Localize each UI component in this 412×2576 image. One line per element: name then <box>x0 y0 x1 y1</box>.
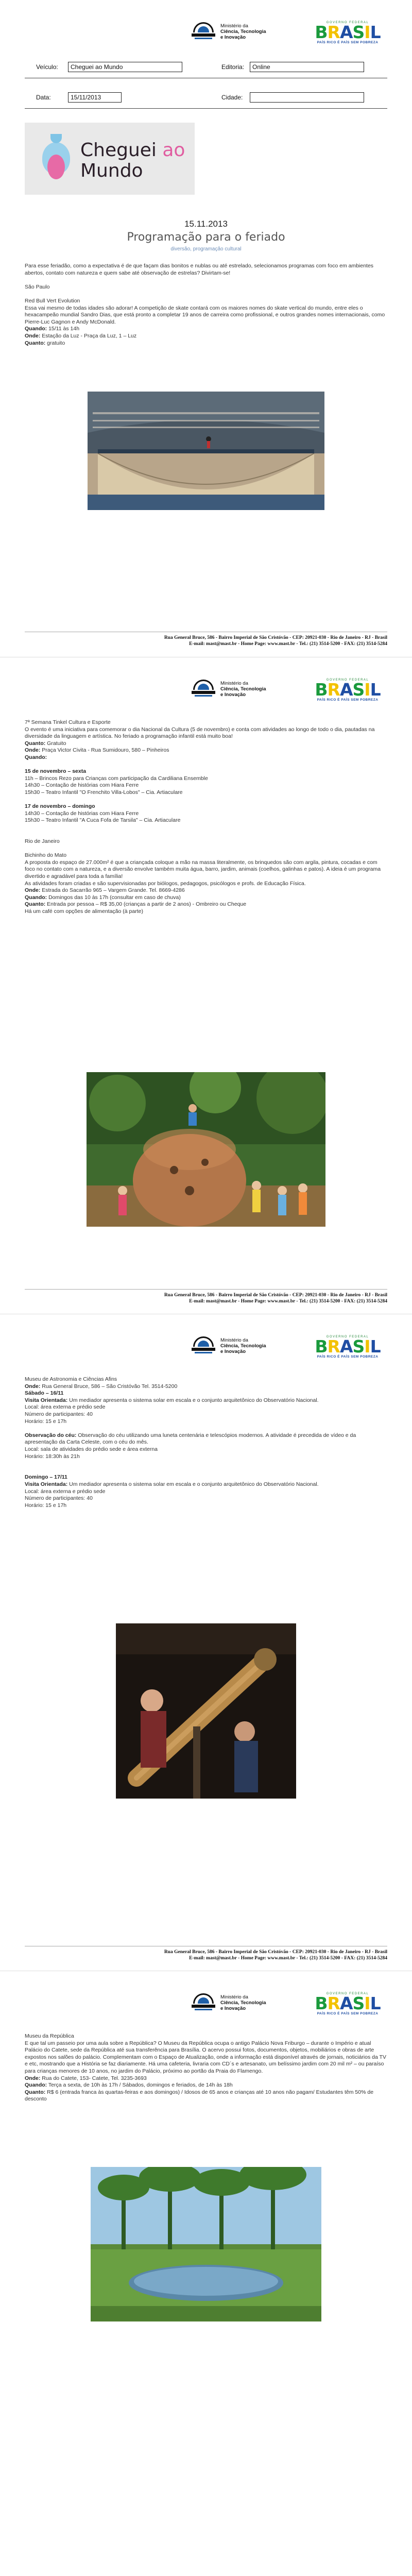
saturday-heading: Sábado – 16/11 <box>25 1390 64 1397</box>
skate-ramp-photo <box>88 392 324 510</box>
brasil-logo <box>304 21 391 46</box>
footer-address: Rua General Bruce, 586 - Bairro Imperial de São Cristóvão - CEP: 20921-030 - Rio de Janeiro - RJ - Brasil <box>164 635 387 640</box>
city-heading: Rio de Janeiro <box>25 838 60 845</box>
ministry-text <box>220 23 266 40</box>
ministry-text: Ministério da Ciência, Tecnologia e Inovação <box>220 681 266 698</box>
ministry-logo <box>191 21 273 46</box>
day-2-item: 14h30 – Contação de histórias com Hiara Ferre <box>25 810 139 817</box>
article-body-1 <box>25 263 387 347</box>
day-1-item: 11h – Brincos Rezo para Crianças com participação da Cardiliana Ensemble <box>25 775 208 782</box>
visit-place: Local: área externa e prédio sede <box>25 1404 106 1411</box>
children-dome-photo <box>87 1072 325 1227</box>
ministry-logo <box>191 1335 273 1360</box>
brasil-logo: GOVERNO FEDERAL BRASIL PAÍS RICO É PAÍS SEM POBREZA <box>315 1335 381 1359</box>
cheguei-ao-mundo-logo <box>25 123 195 195</box>
header-logos <box>0 1989 412 2020</box>
visit-time: Horário: 15 e 17h <box>25 1418 67 1425</box>
ministry-logo <box>191 679 273 703</box>
article-date: 15.11.2013 <box>184 219 228 229</box>
cidade-label: Cidade: <box>221 94 243 101</box>
event-title: 7ª Semana Tinkel Cultura e Esporte <box>25 719 111 725</box>
observation-place: Local: sala de atividades do prédio sede e área externa <box>25 1446 158 1452</box>
event-title: Museu da República <box>25 2033 74 2039</box>
divider <box>25 108 387 109</box>
sunday-heading: Domingo – 17/11 <box>25 1474 67 1481</box>
article-subtitle: diversão, programação cultural <box>170 246 242 252</box>
article-title: Programação para o feriado <box>127 231 285 244</box>
ministry-line-3: e Inovação <box>220 35 246 40</box>
day-1-item: 14h30 – Contação de histórias com Hiara Ferre <box>25 782 139 789</box>
cidade-field[interactable] <box>250 92 364 103</box>
header-logos <box>0 18 412 49</box>
data-field[interactable]: 15/11/2013 <box>68 92 122 103</box>
day-1-item: 15h30 – Teatro Infantil "O Frenchito Villa-Lobos" – Cia. Artiaculare <box>25 789 183 795</box>
ministry-text: Ministério da Ciência, Tecnologia e Inovação <box>220 1337 266 1354</box>
brand-name: Cheguei ao Mundo <box>80 140 185 181</box>
price-line: Quanto: gratuito <box>25 340 65 346</box>
brasil-gov-text: GOVERNO FEDERAL <box>326 21 369 24</box>
when-line: Quando: Domingos das 10 às 17h (consultar em caso de chuva) <box>25 894 181 901</box>
observatory-dome-icon <box>191 21 216 44</box>
editoria-field[interactable]: Online <box>250 62 364 72</box>
intro-text: Para esse feriadão, como a expectativa é de que façam dias bonitos e nublas ou até estrelado, selecionamos programas com foco em ambientes abertos, contato com natureza e quem sabe até observação de estrelas? Divirtam-se! <box>25 263 374 276</box>
event-title: Red Bull Vert Evolution <box>25 297 80 304</box>
page-3 <box>0 1314 412 1971</box>
footer <box>25 635 387 649</box>
when-line: Quando: <box>25 754 47 760</box>
ministry-line-2: Ciência, Tecnologia <box>220 29 266 35</box>
visit-line: Visita Orientada: Um mediador apresenta o sistema solar em escala e o conjunto arquitetônico do Observatório Nacional. <box>25 1397 319 1403</box>
ministry-line-1: Ministério da <box>220 23 248 29</box>
telescope-photo <box>116 1623 296 1799</box>
event-2-title: Bichinho do Mato <box>25 852 67 859</box>
editoria-label: Editoria: <box>221 63 245 71</box>
page-2 <box>0 657 412 1314</box>
event-description: Essa vai mesmo de todas idades são adorar! A competição de skate contará com os maiores nomes do skate vertical do mundo, entre eles o hexacampeão mundial Sandro Dias, que está pronto a completar 19 anos de carreira como profissional, e outros grandes nomes internacionais, como Pierre-Luc Gagnon e Andy McDonald. <box>25 304 385 325</box>
brasil-slogan: PAÍS RICO É PAÍS SEM POBREZA <box>317 41 379 44</box>
where-line: Onde: Rua General Bruce, 586 – São Cristóvão Tel. 3514-5200 <box>25 1383 178 1389</box>
observation-time: Horário: 18:30h às 21h <box>25 1453 80 1460</box>
event-description: E que tal um passeio por uma aula sobre a República? O Museu da República ocupa o antigo Palácio Nova Friburgo – durante o Império e atual Palácio do Catete, sede da República até sua transferência para Brasília. O acervo possui fotos, documentos, objetos, mobiliários e obras de arte expostos nos salões do palácio. Complementam com o Espaço de Atualização, onde a informação está disponível através de jornais, noticiários da TV e etc, mostrando que a História se faz diariamente. Há uma cafeteria, livraria com CD´s e artesanato, um belíssimo jardim com 20 mil m² – ou paraíso para crianças menores de 10 anos, no jardim do Palácio, próximo ao portão da Praia do Flamengo. <box>25 2040 386 2074</box>
article-body-3 <box>25 1376 387 1509</box>
observatory-dome-icon <box>191 679 216 701</box>
visit-line: Visita Orientada: Um mediador apresenta o sistema solar em escala e o conjunto arquitetônico do Observatório Nacional. <box>25 1481 319 1487</box>
when-line: Quando: Terça a sexta, de 10h às 17h / Sábados, domingos e feriados, de 14h às 18h <box>25 2082 233 2089</box>
note-line: Há um café com opções de alimentação (à parte) <box>25 908 143 915</box>
price-line: Quanto: R$ 6 (entrada franca às quartas-feiras e aos domingos) / Idosos de 65 anos e crianças até 10 anos não pagam/ Estudantes têm 50% de desconto <box>25 2089 374 2103</box>
veiculo-label: Veículo: <box>36 63 58 71</box>
price-line: Quanto: Entrada por pessoa – R$ 35,00 (crianças a partir de 2 anos) - Ombreiro ou Cheque <box>25 901 247 908</box>
where-line: Onde: Estação da Luz - Praça da Luz, 1 – Luz <box>25 332 137 339</box>
visit-count: Número de participantes: 40 <box>25 1495 93 1502</box>
observation-line: Observação do céu: Observação do céu utilizando uma luneta centenária e telescópios modernos. A atividade é precedida de vídeo e da apresentação da Carta Celeste, com o céu do mês. <box>25 1432 356 1446</box>
page-4 <box>0 1971 412 2576</box>
ministry-logo <box>191 1992 273 2017</box>
article-body-4 <box>25 2033 387 2103</box>
observatory-dome-icon <box>191 1335 216 1358</box>
day-1-heading: 15 de novembro – sexta <box>25 768 87 775</box>
price-line: Quanto: Gratuito <box>25 740 66 747</box>
brasil-logo: GOVERNO FEDERAL BRASIL PAÍS RICO É PAÍS SEM POBREZA <box>315 1992 381 2015</box>
data-label: Data: <box>36 94 51 101</box>
where-line: Onde: Estrada do Sacarrão 965 – Vargem Grande. Tel. 8669-4286 <box>25 887 185 894</box>
footer: Rua General Bruce, 586 - Bairro Imperial de São Cristóvão - CEP: 20921-030 - Rio de Janeiro - RJ - Brasil E-mail: mast@mast.br - Home Page: www.mast.br - Tel.: (21) 3514-5200 - FAX: (21) 3514-5284 <box>25 1949 387 1963</box>
observatory-dome-icon <box>191 1992 216 2015</box>
visit-time: Horário: 15 e 17h <box>25 1502 67 1509</box>
day-2-item: 15h30 – Teatro Infantil "A Cuca Fofa de Tarsila" – Cia. Artiaculare <box>25 817 181 824</box>
day-2-heading: 17 de novembro – domingo <box>25 803 95 810</box>
when-line: Quando: 15/11 às 14h <box>25 326 80 332</box>
page-1 <box>0 0 412 657</box>
ministry-text: Ministério da Ciência, Tecnologia e Inovação <box>220 1994 266 2011</box>
palace-garden-photo <box>91 2167 321 2321</box>
baby-bundle-icon <box>40 134 72 183</box>
footer: Rua General Bruce, 586 - Bairro Imperial de São Cristóvão - CEP: 20921-030 - Rio de Janeiro - RJ - Brasil E-mail: mast@mast.br - Home Page: www.mast.br - Tel.: (21) 3514-5200 - FAX: (21) 3514-5284 <box>25 1292 387 1307</box>
event-2-description: A proposta do espaço de 27.000m² é que a criançada coloque a mão na massa literalmente, os brinquedos são com argila, pintura, cocadas e com foco no contato com a natureza, e a diversão envolve também muita água, barro, jardim, animais (coelhos, galinhas e patos). A ideia é um programa divertido e agradável para toda a família! <box>25 859 381 880</box>
city-heading: São Paulo <box>25 283 50 290</box>
event-description: O evento é uma iniciativa para comemorar o dia Nacional da Cultura (5 de novembro) e conta com atividades ao longo de todo o dia, pautadas na diversidade da linguagem e artística. No feriado a programação infantil está muito boa! <box>25 726 375 740</box>
brasil-logo: GOVERNO FEDERAL BRASIL PAÍS RICO É PAÍS SEM POBREZA <box>315 679 381 702</box>
brasil-word: BRASIL <box>315 22 381 42</box>
where-line: Onde: Praça Victor Civita - Rua Sumidouro, 580 – Pinheiros <box>25 747 169 754</box>
visit-count: Número de participantes: 40 <box>25 1411 93 1417</box>
event-title: Museu de Astronomia e Ciências Afins <box>25 1376 117 1382</box>
veiculo-field[interactable]: Cheguei ao Mundo <box>68 62 182 72</box>
header-logos <box>0 1332 412 1363</box>
event-2-description-2: As atividades foram criadas e são supervisionadas por biólogos, pedagogos, psicólogos e profs. de Educação Física. <box>25 880 306 887</box>
visit-place: Local: área externa e prédio sede <box>25 1488 106 1495</box>
article-body-2 <box>25 719 387 916</box>
where-line: Onde: Rua do Catete, 153- Catete, Tel. 3235-3693 <box>25 2075 147 2081</box>
header-logos <box>0 675 412 706</box>
footer-contact: E-mail: mast@mast.br - Home Page: www.mast.br - Tel.: (21) 3514-5200 - FAX: (21) 3514-5284 <box>189 641 387 647</box>
